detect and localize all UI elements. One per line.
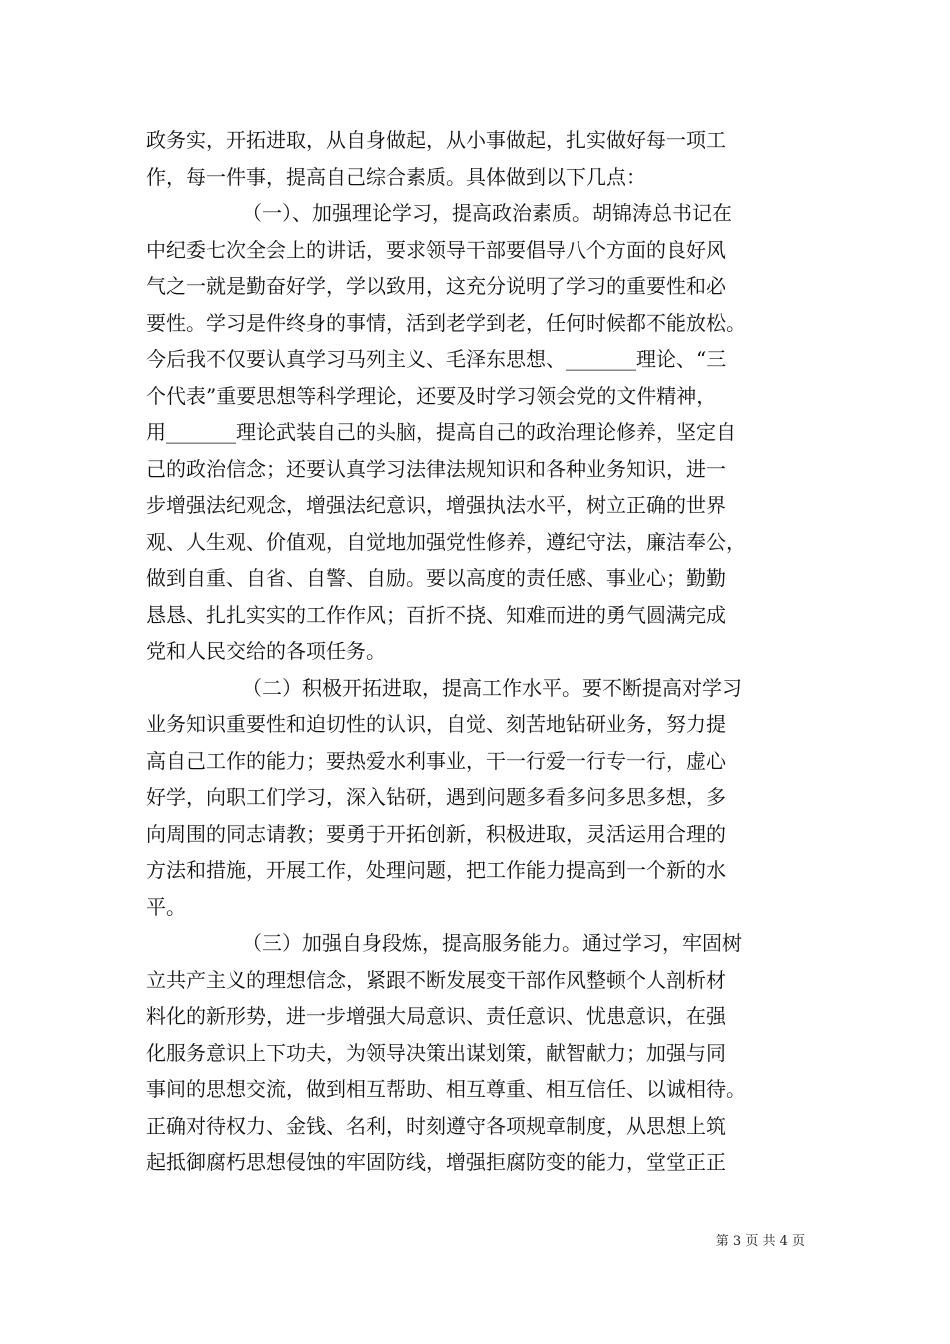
- text-line: 己的政治信念；还要认真学习法律法规知识和各种业务知识，进一: [146, 456, 726, 481]
- page-number: 第 3 页 共 4 页: [715, 1234, 805, 1249]
- section-heading-line: （一）、加强理论学习，提高政治素质。胡锦涛总书记在: [242, 201, 732, 225]
- text-line: 政务实，开拓进取，从自身做起，从小事做起，扎实做好每一项工: [146, 128, 726, 152]
- text-line: 作，每一件事，提高自己综合素质。具体做到以下几点：: [146, 164, 646, 189]
- text-line: 起抵御腐朽思想侵蚀的牢固防线，增强拒腐防变的能力，堂堂正正: [146, 1150, 726, 1174]
- text-line: 平。: [146, 894, 186, 919]
- text-line: 用_______理论武装自己的头脑，提高自己的政治理论修养，坚定自: [146, 420, 736, 444]
- text-line: 个代表”重要思想等科学理论，还要及时学习领会党的文件精神，: [146, 383, 717, 408]
- body-text: [146, 122, 806, 1181]
- text-line: 料化的新形势，进一步增强大局意识、责任意识、忧患意识，在强: [146, 1004, 726, 1028]
- text-line: 立共产主义的理想信念，紧跟不断发展变干部作风整顿个人剖析材: [146, 967, 726, 992]
- text-line: 正确对待权力、金钱、名利，时刻遵守各项规章制度，从思想上筑: [146, 1113, 726, 1138]
- text-line: 化服务意识上下功夫，为领导决策出谋划策，献智献力；加强与同: [146, 1040, 726, 1065]
- text-line: 党和人民交给的各项任务。: [146, 639, 386, 663]
- text-line: 气之一就是勤奋好学，学以致用，这充分说明了学习的重要性和必: [146, 274, 726, 298]
- text-line: 今后我不仅要认真学习马列主义、毛泽东思想、_______理论、“三: [146, 347, 727, 371]
- text-line: 向周围的同志请教；要勇于开拓创新，积极进取，灵活运用合理的: [146, 821, 726, 846]
- section-heading-line: （三）加强自身段炼，提高服务能力。通过学习，牢固树: [242, 931, 742, 955]
- text-line: 恳恳、扎扎实实的工作作风；百折不挠、知难而进的勇气圆满完成: [146, 602, 726, 627]
- text-line: 好学，向职工们学习，深入钻研，遇到问题多看多问多思多想，多: [146, 785, 726, 809]
- text-line: 高自己工作的能力；要热爱水利事业，干一行爱一行专一行，虚心: [146, 748, 726, 773]
- text-line: 中纪委七次全会上的讲话，要求领导干部要倡导八个方面的良好风: [146, 237, 726, 262]
- text-line: 业务知识重要性和迫切性的认识，自觉、刻苦地钻研业务，努力提: [146, 712, 726, 736]
- text-line: 要性。学习是件终身的事情，活到老学到老，任何时候都不能放松。: [146, 310, 746, 335]
- text-line: 观、人生观、价值观，自觉地加强党性修养，遵纪守法，廉洁奉公，: [146, 529, 746, 554]
- text-line: 步增强法纪观念，增强法纪意识，增强执法水平，树立正确的世界: [146, 493, 726, 517]
- text-line: 事间的思想交流，做到相互帮助、相互尊重、相互信任、以诚相待。: [146, 1077, 746, 1101]
- section-heading-line: （二）积极开拓进取，提高工作水平。要不断提高对学习: [242, 675, 742, 700]
- text-line: 做到自重、自省、自警、自励。要以高度的责任感、事业心；勤勤: [146, 566, 726, 590]
- text-line: 方法和措施，开展工作，处理问题，把工作能力提高到一个新的水: [146, 858, 726, 882]
